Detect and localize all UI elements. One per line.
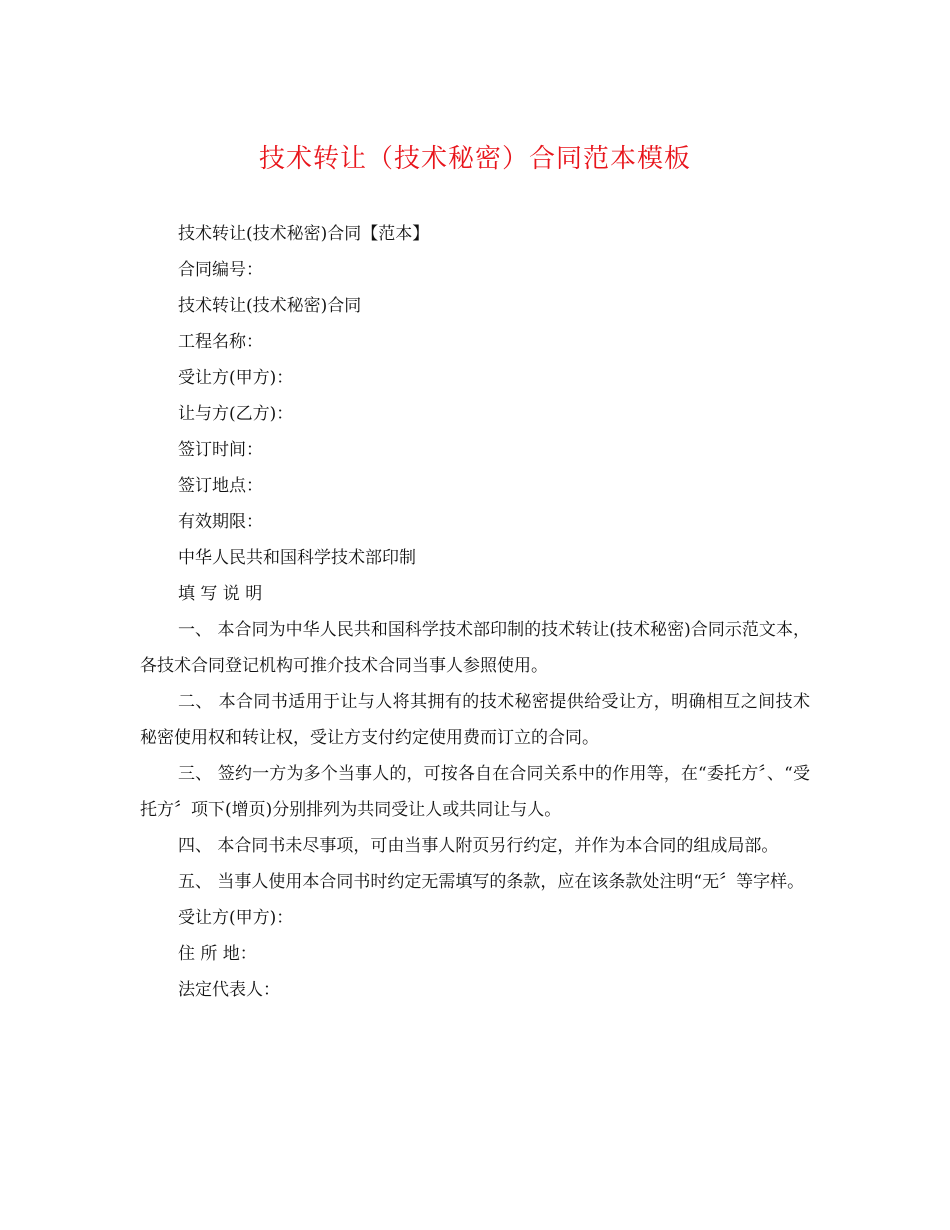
transferee-label: 受让方(甲方)： — [178, 368, 294, 388]
contract-number-label: 合同编号： — [178, 260, 263, 280]
contract-heading: 技术转让(技术秘密)合同【范本】 — [178, 224, 430, 244]
validity-period-label: 有效期限： — [178, 512, 263, 532]
transferor-label: 让与方(乙方)： — [178, 404, 294, 424]
instruction-item-4: 四、 本合同书未尽事项，可由当事人附页另行约定，并作为本合同的组成局部。 — [178, 836, 779, 856]
transferee-section-label: 受让方(甲方)： — [178, 908, 294, 928]
instruction-item-3: 三、 签约一方为多个当事人的，可按各自在合同关系中的作用等，在“委托方〞、“受托方〞项下(增页)分别排列为共同受让人或共同让与人。 — [140, 764, 810, 820]
document-title: 技术转让（技术秘密）合同范本模板 — [258, 144, 691, 174]
printer-notice: 中华人民共和国科学技术部印制 — [178, 548, 416, 568]
signing-place-label: 签订地点： — [178, 476, 263, 496]
domicile-label: 住 所 地： — [178, 944, 257, 964]
legal-representative-label: 法定代表人： — [178, 980, 280, 1000]
instructions-heading: 填 写 说 明 — [178, 584, 263, 604]
document-body — [140, 216, 810, 1008]
instruction-item-1: 一、 本合同为中华人民共和国科学技术部印制的技术转让(技术秘密)合同示范文本，各技术合同登记机构可推介技术合同当事人参照使用。 — [140, 620, 810, 676]
contract-type: 技术转让(技术秘密)合同 — [178, 296, 362, 316]
signing-time-label: 签订时间： — [178, 440, 263, 460]
instruction-item-5: 五、 当事人使用本合同书时约定无需填写的条款，应在该条款处注明“无〞等字样。 — [178, 872, 805, 892]
instruction-item-2: 二、 本合同书适用于让与人将其拥有的技术秘密提供给受让方，明确相互之间技术秘密使用权和转让权，受让方支付约定使用费而订立的合同。 — [140, 692, 810, 748]
project-name-label: 工程名称： — [178, 332, 263, 352]
